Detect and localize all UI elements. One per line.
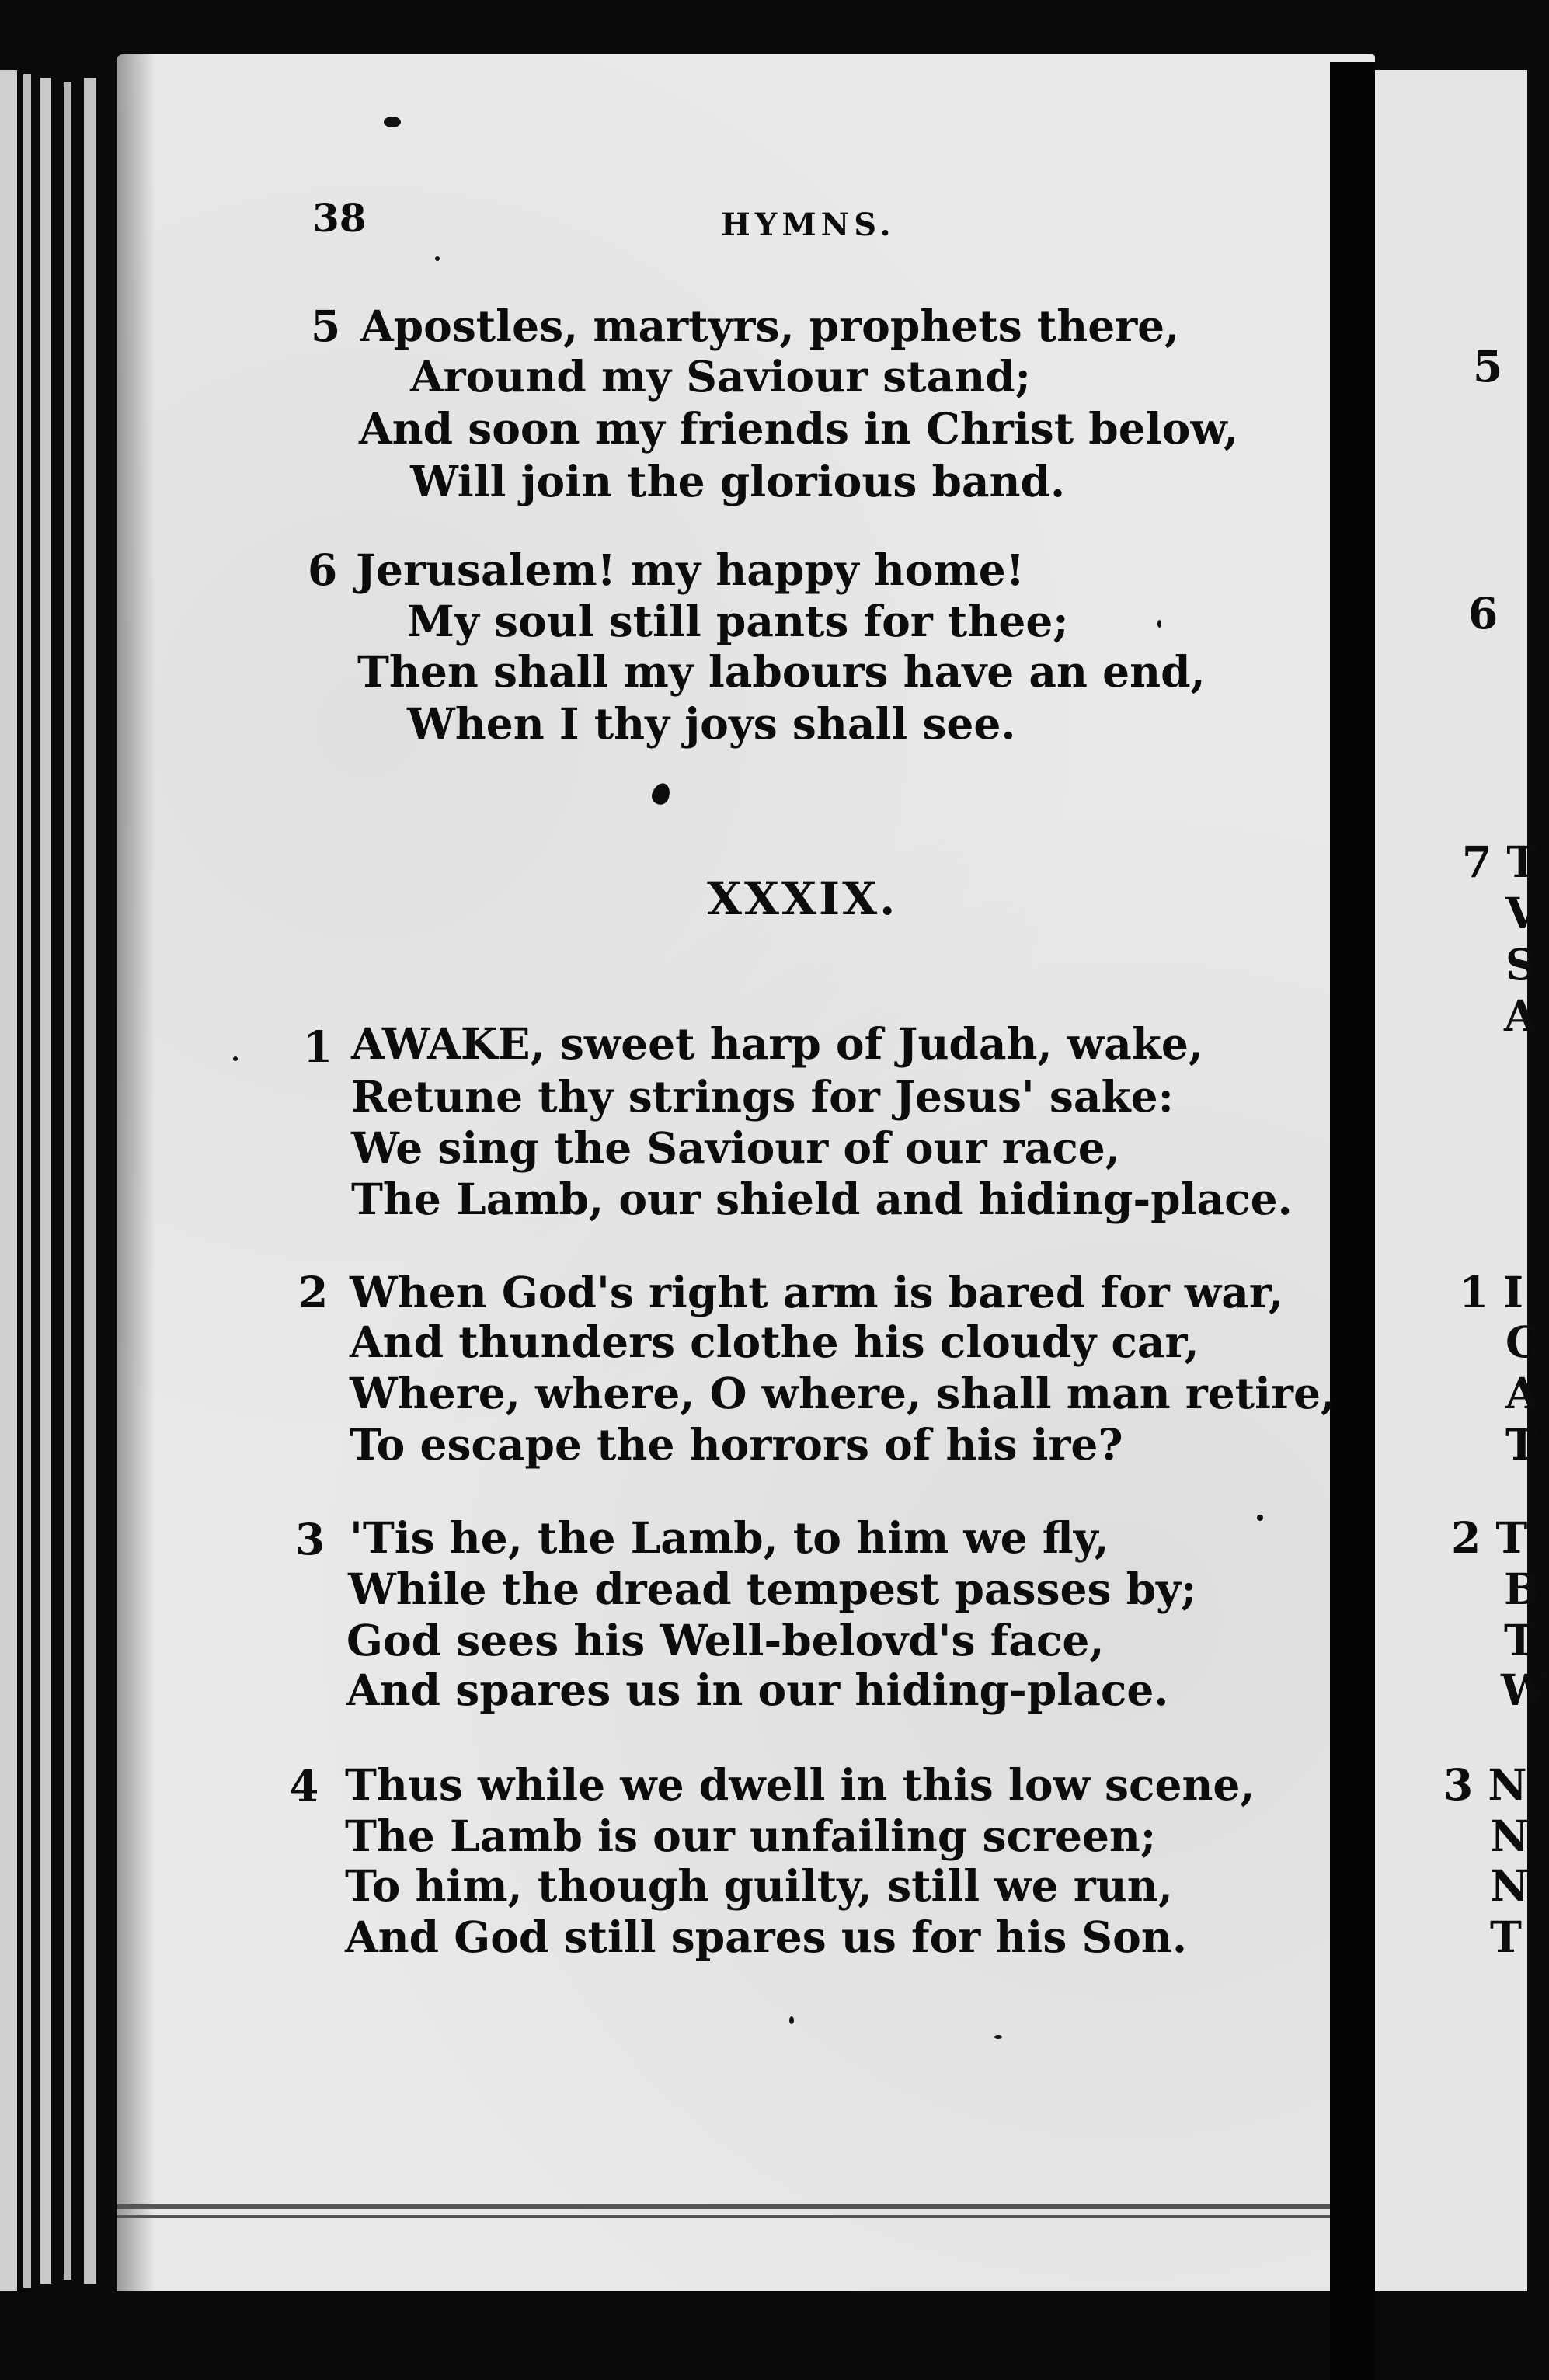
verse-line: My soul still pants for thee; — [407, 596, 1069, 646]
stanza-number: 5 — [311, 301, 341, 351]
verse-line: Jerusalem! my happy home! — [356, 545, 1025, 595]
running-title: HYMNS. — [721, 207, 896, 243]
facing-page-fragment: T — [1505, 1419, 1537, 1470]
facing-page-fragment: A — [1505, 1368, 1539, 1418]
facing-page-fragment: B — [1504, 1564, 1540, 1614]
stanza-number: 3 — [295, 1514, 325, 1564]
book-gutter — [1330, 62, 1375, 2380]
page-edge — [64, 82, 71, 2280]
verse-line: Apostles, martyrs, prophets there, — [360, 301, 1180, 351]
scan-speck — [789, 2016, 794, 2024]
stanza-number: 4 — [289, 1761, 319, 1811]
page-number: 38 — [312, 195, 367, 241]
facing-page-fragment: S — [1505, 939, 1537, 990]
facing-page-fragment: C — [1505, 1317, 1540, 1367]
facing-page-fragment: 3 N — [1443, 1759, 1527, 1810]
hymn-title: XXXIX. — [707, 872, 898, 925]
verse-line: And spares us in our hiding-place. — [346, 1665, 1169, 1715]
verse-line: We sing the Saviour of our race, — [351, 1122, 1120, 1173]
verse-line: Will join the glorious band. — [410, 456, 1066, 506]
facing-page-fragment: A — [1504, 990, 1537, 1041]
verse-line: To him, though guilty, still we run, — [345, 1860, 1173, 1911]
verse-line: AWAKE, sweet harp of Judah, wake, — [351, 1018, 1204, 1069]
verse-line: Around my Saviour stand; — [410, 351, 1031, 402]
verse-line: God sees his Well-belovd's face, — [346, 1615, 1105, 1665]
facing-page-fragment: T — [1504, 1615, 1536, 1665]
facing-page-fragment: W — [1501, 1665, 1549, 1715]
verse-line: To escape the horrors of his ire? — [350, 1419, 1123, 1470]
page-shadow — [117, 54, 155, 2291]
page-edge — [40, 78, 51, 2284]
page-bottom-rule — [117, 2204, 1375, 2209]
scan-speck — [233, 1056, 238, 1061]
stanza-number: 2 — [298, 1267, 329, 1317]
facing-page-fragment: 5 — [1473, 341, 1503, 391]
facing-page-fragment: N — [1490, 1860, 1530, 1911]
verse-line: And thunders clothe his cloudy car, — [350, 1317, 1199, 1367]
verse-line: Thus while we dwell in this low scene, — [345, 1759, 1255, 1810]
scan-speck — [994, 2035, 1002, 2039]
page-bottom-rule — [117, 2215, 1375, 2218]
verse-line: The Lamb is our unfailing screen; — [345, 1811, 1157, 1861]
verse-line: And God still spares us for his Son. — [345, 1912, 1187, 1962]
verse-line: Retune thy strings for Jesus' sake: — [351, 1071, 1174, 1122]
page-edge — [84, 78, 96, 2284]
facing-page-fragment: 6 — [1468, 588, 1499, 638]
verse-line: Where, where, O where, shall man retire, — [350, 1368, 1336, 1418]
verse-line: When I thy joys shall see. — [407, 698, 1016, 749]
facing-page-fragment: V — [1505, 888, 1539, 938]
facing-page-fragment: 7 T — [1462, 837, 1539, 887]
facing-page-fragment: 1 I — [1459, 1267, 1524, 1317]
page-edge — [23, 74, 31, 2288]
verse-line: The Lamb, our shield and hiding-place. — [351, 1174, 1293, 1224]
scan-speck — [1157, 620, 1161, 628]
facing-page-fragment: 2 T — [1451, 1512, 1528, 1563]
scan-speck — [384, 117, 401, 127]
stanza-number: 6 — [308, 545, 338, 595]
verse-line: And soon my friends in Christ below, — [359, 403, 1239, 454]
verse-line: When God's right arm is bared for war, — [350, 1267, 1284, 1317]
verse-line: Then shall my labours have an end, — [357, 646, 1206, 697]
verse-line: While the dread tempest passes by; — [348, 1564, 1197, 1614]
verse-line: 'Tis he, the Lamb, to him we fly, — [350, 1512, 1109, 1563]
scan-speck — [435, 256, 440, 261]
page-edge — [0, 70, 17, 2291]
scan-speck — [1257, 1515, 1263, 1521]
stanza-number: 1 — [303, 1021, 333, 1072]
facing-page-fragment: N — [1490, 1811, 1530, 1861]
facing-page-fragment: T — [1490, 1912, 1522, 1962]
